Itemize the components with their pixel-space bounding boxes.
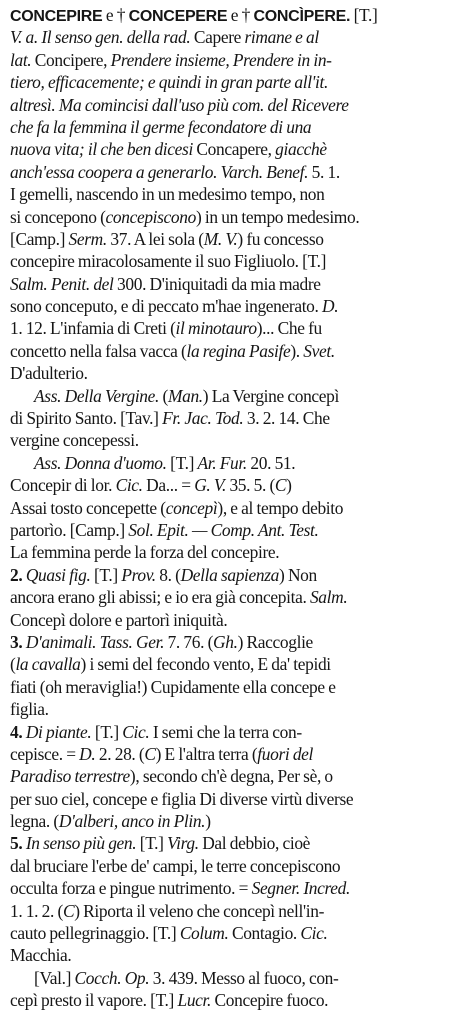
text-segment: rimane e al <box>244 27 319 48</box>
text-segment: altresì. Ma comincisi dall'uso più com. del Ricevere <box>10 94 349 115</box>
text-segment: 8. ( <box>155 564 181 585</box>
text-segment: ) fu concesso <box>237 228 324 249</box>
text-line <box>10 295 468 317</box>
text-line <box>10 541 468 563</box>
text-segment: V. a. Il senso gen. della rad. <box>10 27 191 48</box>
text-segment: ( <box>10 654 16 675</box>
text-segment: La femmina perde la forza del concepire. <box>10 542 280 563</box>
text-segment: D'animali. Tass. Ger. <box>25 631 165 652</box>
text-line <box>10 653 468 675</box>
text-segment: si concepono ( <box>10 206 106 227</box>
text-line <box>10 161 468 183</box>
text-segment: Concepì dolore e partorì iniquità. <box>10 609 228 630</box>
text-segment: di Spirito Santo. [Tav.] <box>10 408 163 429</box>
text-segment: [T.] <box>136 833 168 854</box>
text-segment: lat. <box>10 49 32 70</box>
text-segment: Da... = <box>142 475 195 496</box>
text-segment: C <box>274 475 287 496</box>
text-segment: 300. D'iniquitadi da mia madre <box>113 273 321 294</box>
text-line <box>10 497 468 519</box>
text-segment: e † <box>102 5 129 25</box>
text-segment: Gh. <box>213 631 238 652</box>
text-line <box>10 989 468 1011</box>
text-segment: [Camp.] <box>10 228 69 249</box>
text-segment: il minotauro <box>175 318 257 339</box>
text-line <box>10 385 468 407</box>
text-line <box>10 116 468 138</box>
text-segment: Contagio. <box>228 923 301 944</box>
text-line <box>10 922 468 944</box>
text-line <box>10 4 468 26</box>
text-segment: Concepir di lor. <box>10 475 116 496</box>
text-line <box>10 832 468 854</box>
text-segment: Serm. <box>68 228 107 249</box>
text-segment: I gemelli, nascendo in un medesimo tempo, non <box>10 184 325 205</box>
text-line <box>10 429 468 451</box>
text-segment: Capere <box>190 27 245 48</box>
text-segment: Fr. Jac. Tod. <box>162 408 244 429</box>
text-line <box>10 474 468 496</box>
text-segment: Man. <box>167 385 203 406</box>
text-line <box>10 183 468 205</box>
text-segment: Cic. <box>300 923 328 944</box>
text-segment: C <box>62 900 75 921</box>
text-segment: Concipere, <box>31 49 111 70</box>
text-segment: concetto nella falsa vacca ( <box>10 340 187 361</box>
text-segment: giacchè <box>275 139 327 160</box>
text-segment: M. V. <box>203 228 238 249</box>
text-line <box>10 698 468 720</box>
headword: CONCÌPERE. <box>253 8 351 25</box>
text-line <box>10 49 468 71</box>
text-segment: Svet. <box>303 340 335 361</box>
text-segment: ) Raccoglie <box>237 631 313 652</box>
text-line <box>10 519 468 541</box>
text-segment: la regina Pasife <box>186 340 291 361</box>
text-line <box>10 206 468 228</box>
text-segment: tiero, efficacemente; e quindi in gran parte all'it. <box>10 72 329 93</box>
text-segment: 5. 1. <box>308 161 340 182</box>
text-segment: Paradiso terrestre <box>10 766 130 787</box>
entry-text <box>10 4 468 1012</box>
text-segment: Prendere insieme, Prendere in in- <box>110 49 332 70</box>
text-segment: cauto pellegrinaggio. [T.] <box>10 923 180 944</box>
text-segment: cepì presto il vapore. [T.] <box>10 990 178 1011</box>
text-segment: In senso più gen. <box>25 833 137 854</box>
text-segment: ), secondo ch'è degna, Per sè, o <box>129 766 333 787</box>
text-segment: Virg. <box>167 833 199 854</box>
text-segment: che fa la femmina il germe fecondatore di una <box>10 116 312 137</box>
text-line <box>10 138 468 160</box>
text-segment: anch'essa coopera a generarlo. Varch. Benef. <box>10 161 309 182</box>
text-segment: Concepire fuoco. <box>211 990 329 1011</box>
text-segment: ) <box>286 475 292 496</box>
text-segment: occulta forza e pingue nutrimento. = <box>10 878 252 899</box>
text-segment: Ass. Donna d'uomo. <box>34 452 167 473</box>
text-segment: ) E l'altra terra ( <box>155 743 258 764</box>
text-segment: D'adulterio. <box>10 363 88 384</box>
text-segment: Salm. Penit. del <box>10 273 114 294</box>
text-line <box>10 788 468 810</box>
text-segment: 1. 1. 2. ( <box>10 900 63 921</box>
text-segment: Assai tosto concepette ( <box>10 497 166 518</box>
text-line <box>10 586 468 608</box>
text-segment: Cic. <box>122 721 150 742</box>
text-segment: la cavalla <box>15 654 81 675</box>
text-segment: 35. 5. ( <box>225 475 275 496</box>
text-line <box>10 944 468 966</box>
text-segment: Macchia. <box>10 945 72 966</box>
text-segment: fuori del <box>257 743 314 764</box>
text-line <box>10 71 468 93</box>
text-segment: 3. 2. 14. Che <box>243 408 330 429</box>
text-segment: [T.] <box>166 452 198 473</box>
text-segment: ) <box>205 811 211 832</box>
text-segment: Cic. <box>115 475 143 496</box>
text-line <box>10 721 468 743</box>
text-segment: Lucr. <box>177 990 212 1011</box>
text-segment: dal bruciare l'erbe de' campi, le terre concepiscono <box>10 855 341 876</box>
text-segment: )... Che fu <box>256 318 322 339</box>
text-line <box>10 900 468 922</box>
text-segment: per suo ciel, concepe e figlia Di diverse virtù diverse <box>10 788 354 809</box>
text-segment: 1. 12. L'infamia di Creti ( <box>10 318 176 339</box>
text-line <box>10 228 468 250</box>
sense-number: 4. <box>10 721 26 742</box>
text-segment: ) Non <box>279 564 317 585</box>
text-line <box>10 765 468 787</box>
text-line <box>10 967 468 989</box>
text-segment: concepiscono <box>105 206 196 227</box>
text-segment: [Val.] <box>34 967 75 988</box>
text-segment: 2. 28. ( <box>95 743 145 764</box>
sense-number: 2. <box>10 564 26 585</box>
text-segment: [T.] <box>91 721 123 742</box>
text-segment: Dal debbio, cioè <box>198 833 311 854</box>
text-segment: 20. 51. <box>246 452 296 473</box>
text-line <box>10 273 468 295</box>
text-segment: ). <box>290 340 304 361</box>
text-segment: Sol. Epit. — Comp. Ant. Test. <box>128 519 319 540</box>
text-segment: Quasi fig. <box>25 564 91 585</box>
text-line <box>10 631 468 653</box>
text-segment: G. V. <box>194 475 226 496</box>
text-line <box>10 452 468 474</box>
text-segment: concepì <box>165 497 218 518</box>
text-segment: ) in un tempo medesimo. <box>195 206 360 227</box>
headword: CONCEPIRE <box>10 8 103 25</box>
text-segment: ) Riporta il veleno che concepì nell'in- <box>74 900 325 921</box>
text-segment: ) i semi del fecondo vento, E da' tepidi <box>80 654 331 675</box>
text-segment: ), e al tempo debito <box>217 497 344 518</box>
text-segment: 3. 439. Messo al fuoco, con- <box>149 967 339 988</box>
text-line <box>10 855 468 877</box>
text-segment: nuova vita; il che ben dicesi <box>10 139 193 160</box>
text-segment: Della sapienza <box>180 564 280 585</box>
text-line <box>10 317 468 339</box>
text-segment: D'alberi, anco in Plin. <box>58 811 206 832</box>
text-segment: Segner. Incred. <box>251 878 350 899</box>
text-segment: fiati (oh meraviglia!) Cupidamente ella concepe e <box>10 676 336 697</box>
text-segment: Cocch. Op. <box>74 967 150 988</box>
text-line <box>10 407 468 429</box>
text-segment: Colum. <box>179 923 229 944</box>
text-segment: Ass. Della Vergine. <box>34 385 160 406</box>
text-segment: C <box>144 743 156 764</box>
text-segment: [T.] <box>90 564 122 585</box>
text-line <box>10 810 468 832</box>
text-line <box>10 564 468 586</box>
text-line <box>10 877 468 899</box>
text-segment: 7. 76. ( <box>164 631 214 652</box>
text-segment: [T.] <box>350 5 378 25</box>
sense-number: 3. <box>10 631 26 652</box>
text-segment: Salm. <box>309 587 348 608</box>
text-segment: D. <box>322 296 339 317</box>
text-segment: Di piante. <box>25 721 92 742</box>
text-segment: ancora erano gli abissi; e io era già concepita. <box>10 587 310 608</box>
text-segment: D. <box>79 743 96 764</box>
text-segment: Concapere, <box>192 139 276 160</box>
text-segment: I semi che la terra con- <box>149 721 302 742</box>
sense-number: 5. <box>10 833 26 854</box>
text-segment: cepisce. = <box>10 743 80 764</box>
text-line <box>10 362 468 384</box>
text-line <box>10 676 468 698</box>
text-segment: partorìo. [Camp.] <box>10 519 129 540</box>
text-line <box>10 250 468 272</box>
text-segment: legna. ( <box>10 811 59 832</box>
text-segment: figlia. <box>10 699 49 720</box>
text-line <box>10 743 468 765</box>
text-segment: e † <box>227 5 254 25</box>
text-line <box>10 26 468 48</box>
headword: CONCEPERE <box>128 8 228 25</box>
text-line <box>10 94 468 116</box>
text-segment: Prov. <box>121 564 156 585</box>
text-segment: Ar. Fur. <box>197 452 247 473</box>
text-segment: 37. A lei sola ( <box>106 228 204 249</box>
text-segment: vergine concepessi. <box>10 430 139 451</box>
text-line <box>10 609 468 631</box>
text-segment: concepire miracolosamente il suo Figliuolo. [T.] <box>10 251 327 272</box>
text-segment: ( <box>159 385 168 406</box>
text-line <box>10 340 468 362</box>
text-segment: sono conceputo, e di peccato m'hae ingenerato. <box>10 296 323 317</box>
text-segment: ) La Vergine concepì <box>202 385 339 406</box>
